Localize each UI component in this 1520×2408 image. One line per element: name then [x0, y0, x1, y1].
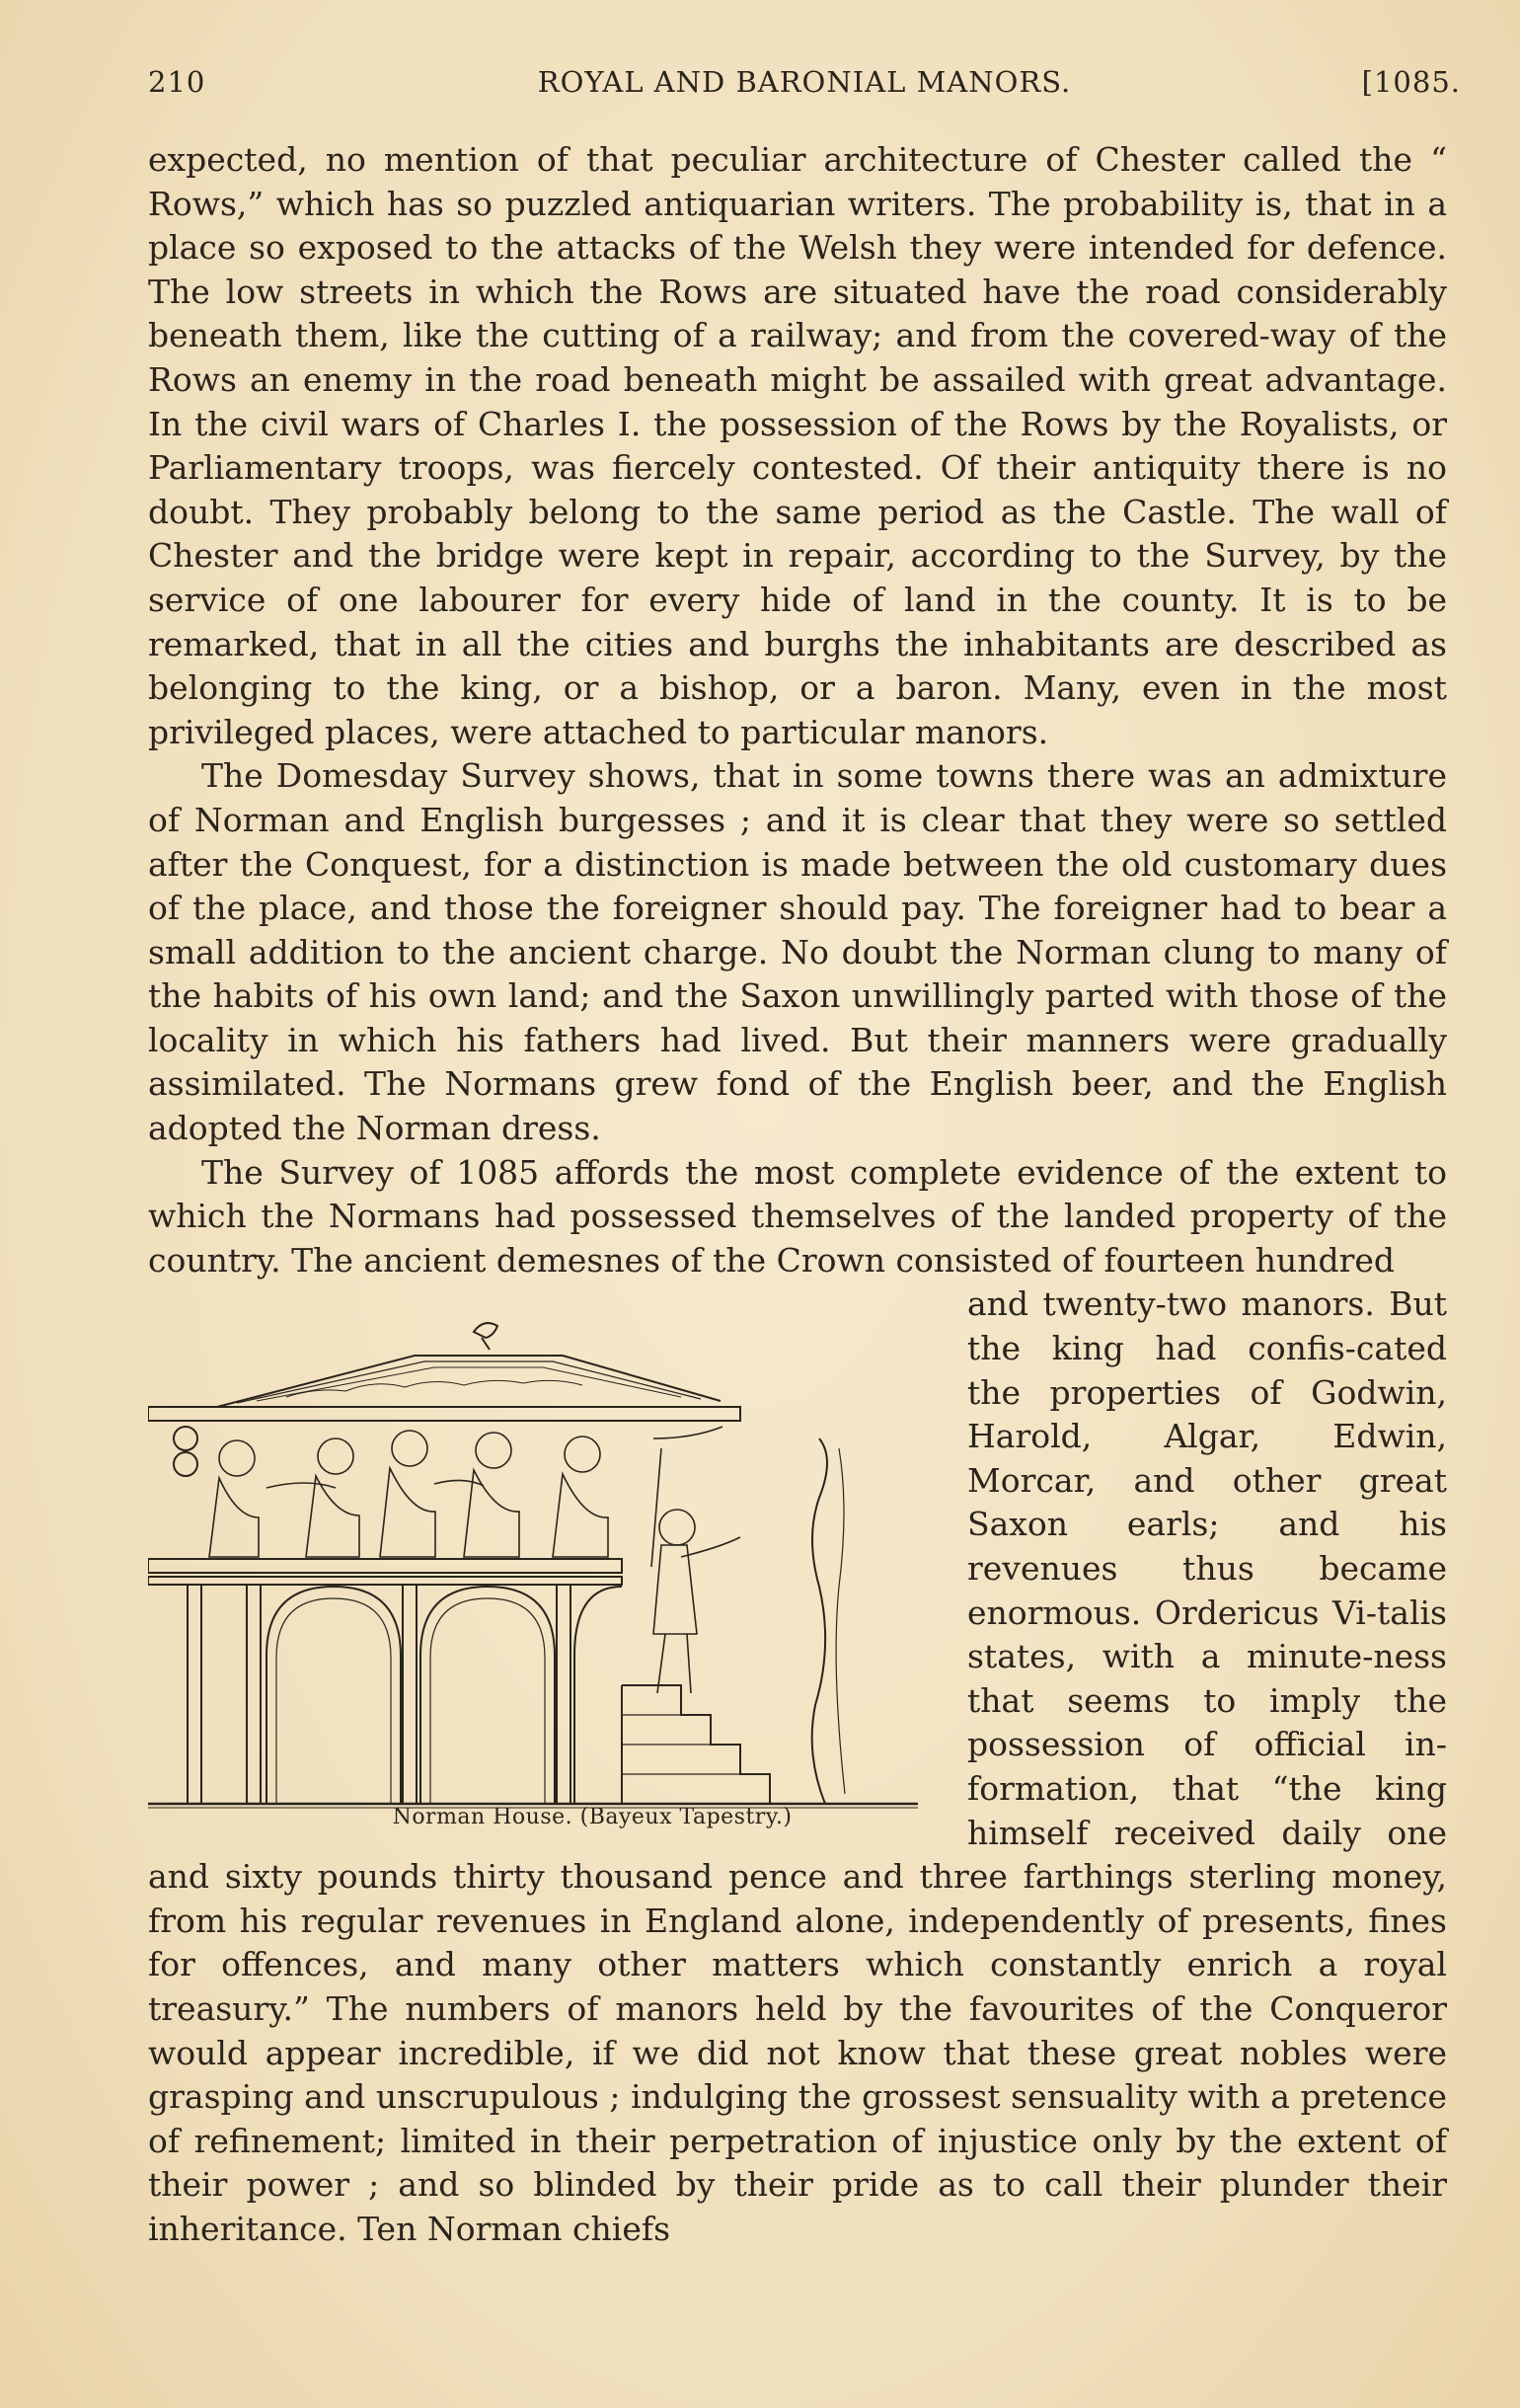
running-title: ROYAL AND BARONIAL MANORS. [537, 65, 1072, 99]
page-number: 210 [148, 65, 206, 99]
header-year: [1085. [1361, 65, 1461, 99]
running-header [148, 65, 1461, 113]
paragraph-3: The Survey of 1085 affords the most complete evidence of the extent to which the Normans had possessed themselves of the landed property of the country. The ancient demesnes of the Crown consisted of fourteen hundred [148, 1152, 1447, 1280]
figure-caption: Norman House. (Bayeux Tapestry.) [392, 1805, 793, 1830]
norman-house-illustration [148, 1290, 938, 1838]
wrapped-paragraph: and twenty-two manors. But the king had confis-cated the properties of Godwin, Harold, Algar, Edwin, Morcar, and other great Saxon earls; and his revenues thus became enormous. Ordericus Vi-talis states, with a minute-ness that seems to imply the possession of official in-formation, that “the king himself received daily one and sixty pounds thirty thousand pence and three farthings sterling money, from his regular revenues in England alone, independently of presents, fines for offences, and many other matters which constantly enrich a royal treasury.” The numbers of manors held by the favourites of the Conqueror would appear incredible, if we did not know that these great nobles were grasping and unscrupulous ; indulging the grossest sensuality with a pretence of refinement; limited in their perpetration of injustice only by the extent of their power ; and so blinded by their pride as to call their plunder their inheritance. Ten Norman chiefs [148, 1284, 1447, 2248]
body-text [148, 138, 1447, 2252]
norman-house-figure [148, 1290, 938, 1838]
paragraph-2: The Domesday Survey shows, that in some towns there was an admixture of Norman and English burgesses ; and it is clear that they were so settled after the Conquest, for a distinction is made between the old customary dues of the place, and those the foreigner should pay. The foreigner had to bear a small addition to the ancient charge. No doubt the Norman clung to many of the habits of his own land; and the Saxon unwillingly parted with those of the locality in which his fathers had lived. But their manners were gradually assimilated. The Normans grew fond of the English beer, and the English adopted the Norman dress. [148, 756, 1447, 1148]
paragraph-1: expected, no mention of that peculiar architecture of Chester called the “ Rows,” which has so puzzled antiquarian writers. The probability is, that in a place so exposed to the attacks of the Welsh they were intended for defence. The low streets in which the Rows are situated have the road considerably beneath them, like the cutting of a railway; and from the covered-way of the Rows an enemy in the road beneath might be assailed with great advantage. In the civil wars of Charles I. the possession of the Rows by the Royalists, or Parliamentary troops, was fiercely contested. Of their antiquity there is no doubt. They probably belong to the same period as the Castle. The wall of Chester and the bridge were kept in repair, according to the Survey, by the service of one labourer for every hide of land in the county. It is to be remarked, that in all the cities and burghs the inhabitants are described as belonging to the king, or a bishop, or a baron. Many, even in the most privileged places, were attached to particular manors. [148, 140, 1447, 751]
